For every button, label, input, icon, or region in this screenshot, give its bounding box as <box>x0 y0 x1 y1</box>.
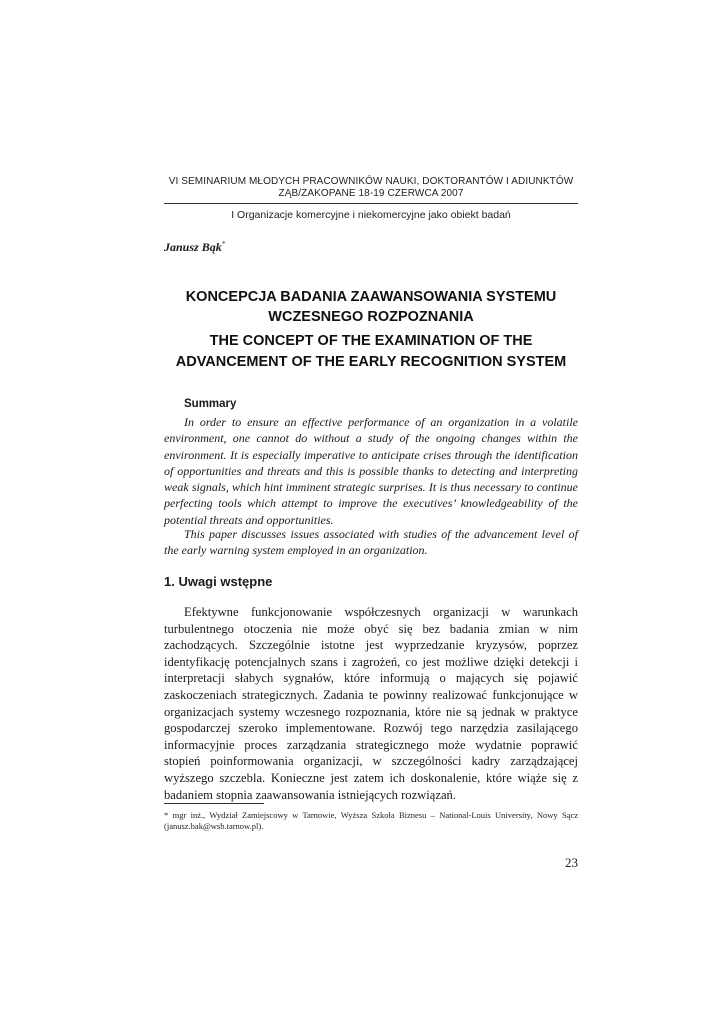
title-polish: KONCEPCJA BADANIA ZAAWANSOWANIA SYSTEMU WCZESNEGO ROZPOZNANIA <box>185 289 557 325</box>
footnote-divider <box>164 803 264 804</box>
author-name-text: Janusz Bąk <box>164 240 222 254</box>
title-english: THE CONCEPT OF THE EXAMINATION OF THE ADVANCEMENT OF THE EARLY RECOGNITION SYSTEM <box>175 333 567 370</box>
page-number: 23 <box>565 855 578 870</box>
author-footnote-marker: * <box>221 240 226 248</box>
summary-paragraph-2: This paper discusses issues associated with studies of the advancement level of the early warning system employed in an organization. <box>164 527 578 558</box>
summary-paragraph-1: In order to ensure an effective performance of an organization in a volatile environment, one cannot do without a study of the ongoing changes within the environment. It is especially imperative to anticipate crises through the identification of opportunities and threats and this is possible thanks to detecting and interpreting weak signals, which hint imminent strategic surprises. It is thus necessary to continue perfecting tools which attempt to improve the executives’ knowledgeability of the potential threats and opportunities. <box>164 415 578 527</box>
section-label: I Organizacje komercyjne i niekomercyjne jako obiekt badań <box>231 209 511 221</box>
seminar-header-line2: ZĄB/ZAKOPANE 18-19 CZERWCA 2007 <box>278 188 464 199</box>
header-divider <box>164 203 578 204</box>
document-page <box>164 0 578 1024</box>
footnote: * mgr inż., Wydział Zamiejscowy w Tarnowie, Wyższa Szkoła Biznesu – National-Louis University, Nowy Sącz (janusz.bak@wsb.tarnow.pl). <box>164 810 578 831</box>
body-paragraph: Efektywne funkcjonowanie współczesnych organizacji w warunkach turbulentnego otoczenia nie może obyć się bez badania zmian w nim zachodzących. Szczególnie istotne jest wyprzedzanie kryzysów, poprzez identyfikację potencjalnych szans i zagrożeń, co jest możliwe dzięki detekcji i interpretacji słabych sygnałów, które informują o mających się pojawić zaskoczeniach strategicznych. Zadania te powinny realizować funkcjonujące w organizacjach systemy wczesnego rozpoznania, które nie są jednak w praktyce gospodarczej szeroko implementowane. Rozwój tego narzędzia zasilającego informacyjnie proces zarządzania strategicznego może wydatnie poprawić stopień poinformowania organizacji, w szczególności kadry zarządzającej wyższego szczebla. Konieczne jest zatem ich doskonalenie, które wiąże się z badaniem stopnia zaawansowania istniejących rozwiązań. <box>164 605 578 802</box>
section-heading: 1. Uwagi wstępne <box>164 574 273 589</box>
seminar-header-line1: VI SEMINARIUM MŁODYCH PRACOWNIKÓW NAUKI, DOKTORANTÓW I ADIUNKTÓW <box>168 176 574 187</box>
summary-heading: Summary <box>184 398 237 410</box>
author-name <box>164 240 225 255</box>
